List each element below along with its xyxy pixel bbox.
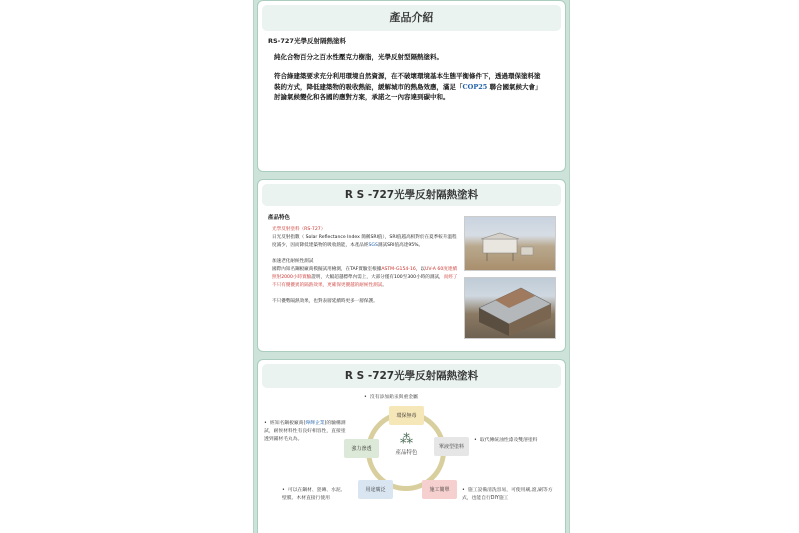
weathering-highlight: 而經了不只有優優異的隔熱效果，更確保更優越的耐候性測試: [272, 275, 458, 288]
feature-box-single-liquid: 單液型塗料: [434, 437, 469, 456]
product-subtitle: RS-727光學反射隔熱塗料: [268, 37, 346, 45]
note-text: 經知名鋼板廠商(: [269, 421, 306, 426]
feature-sri-title: 光學反射塗料（RS-727）: [272, 227, 326, 232]
product-paragraph: [274, 71, 545, 103]
text-fragment: ，以: [415, 267, 426, 272]
note-text: 沒有添加鉛汞與重金屬: [369, 395, 418, 400]
note-steel-test: • 經知名鋼板廠商(燁輝企業)的驗構測試，耐侯材料性有良好相容性，直接塗透到鋪材毛丸為。: [264, 421, 346, 442]
paragraph-text: 符合綠建築要求充分利用環境自然資源，在不破壞環境基本生態平衡條件下，透過環保塗料塗裝的方式，降低建築物的吸收熱能，緩解城市的熱島效應，滿足「: [274, 72, 541, 91]
note-easy-cleaning: • 施工設備清洗容易，可使用刷,滾,刷等方式，也能自行DIY施工: [462, 488, 553, 501]
feature-box-easy-apply: 施工簡單: [422, 480, 457, 499]
note-text: 可以在鋼材、瓷磚、水泥、壁膜、木材直接行使用: [282, 488, 346, 501]
note-materials: • 可以在鋼材、瓷磚、水泥、壁膜、木材直接行使用: [282, 488, 346, 501]
feature-sri-text: 日光反射指數（ Solar Reflectance Index 簡稱SRI值），SRI值越高相對於在夏季較升溫程度減少，因而降低建築物的吸收熱能，本產品經: [272, 235, 457, 248]
feature-weathering: [272, 258, 458, 290]
logo-mark-icon: ⁂: [400, 432, 413, 447]
company-highlight: 燁輝企業: [305, 421, 325, 426]
metal-roof-shed-photo: [464, 277, 556, 339]
slide-product-intro: [257, 0, 566, 172]
uv-test-highlight: UV-A 60度連續照射2000小時實驗: [272, 267, 458, 280]
feature-box-penetration: 強力滲透: [344, 439, 379, 458]
slide-feature-diagram: [257, 359, 566, 533]
feature-box-versatile: 用途廣泛: [358, 480, 393, 499]
sgs-highlight: SGS: [368, 243, 378, 248]
text-fragment: 證明，大幅超越標準內需上，大部分僅有100至300小時的測試，: [311, 275, 444, 280]
slide-title: 產品介紹: [262, 5, 561, 31]
feature-box-eco: 環保無毒: [389, 406, 424, 425]
text-fragment: 。: [382, 283, 387, 288]
note-text: 施工設備清洗容易，可使用刷,滾,刷等方式，也能自行DIY施工: [462, 488, 553, 501]
note-no-heavy-metals: • 沒有添加鉛汞與重金屬: [364, 395, 418, 400]
feature-sri: [272, 226, 458, 250]
slide-title: R S -727光學反射隔熱塗料: [262, 184, 561, 206]
product-feature-logo: [384, 432, 429, 472]
desert-building-photo: [464, 216, 556, 271]
note-replace-oil-paint: • 取代傳統油性漆及雙溶塗料: [474, 438, 538, 443]
astm-highlight: ASTM-G154-16: [381, 267, 416, 272]
feature-weathering-text: 國際內知名鋼板廠商模擬試用檢測，在TAF實驗室根據: [272, 267, 382, 272]
section-heading: 產品特色: [268, 215, 291, 221]
features-body: [272, 226, 458, 306]
note-text-tail: )的驗構測試，耐侯材料性有良好相容性，直接塗透到鋪材毛丸為。: [264, 421, 346, 442]
slide-title: R S -727光學反射隔熱塗料: [262, 364, 561, 388]
center-label: 產品特色: [395, 450, 418, 456]
product-lead: 純化合物百分之百水性壓克力樹脂，光學反射型隔熱塗料。: [274, 53, 443, 61]
paragraph-text-tail: 聯合國氣候大會」討論氣候變化和各國的應對方案，承諾之一內容達到碳中和。: [274, 82, 542, 101]
feature-weathering-title: 加速老化耐候性測試: [272, 259, 314, 264]
feature-sri-tail: 測試SRI值高達95%。: [377, 243, 424, 248]
cop25-highlight: COP25: [462, 82, 488, 91]
feature-protection: 不只優勢隔熱效果，也對表層延續時更多一層保護。: [272, 299, 378, 304]
slide-product-features: [257, 179, 566, 352]
note-text: 取代傳統油性漆及雙溶塗料: [479, 438, 538, 443]
